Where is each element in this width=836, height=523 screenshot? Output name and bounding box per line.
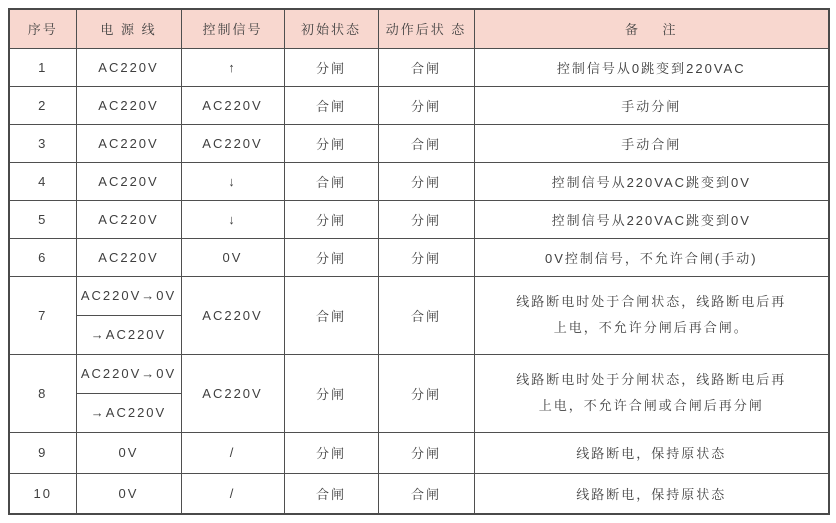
cell-signal: AC220V [181,86,284,124]
cell-after: 合闸 [378,276,474,354]
cell-remark: 控制信号从220VAC跳变到0V [474,200,829,238]
cell-after: 分闸 [378,432,474,473]
remark-line-1: 线路断电时处于合闸状态，线路断电后再 [516,294,787,309]
cell-after: 分闸 [378,162,474,200]
cell-initial: 分闸 [284,238,378,276]
cell-remark: 0V控制信号，不允许合闸(手动) [474,238,829,276]
cell-remark: 手动分闸 [474,86,829,124]
cell-power: AC220V [76,162,181,200]
table-row [9,124,829,162]
cell-remark: 控制信号从220VAC跳变到0V [474,162,829,200]
cell-initial: 分闸 [284,48,378,86]
table-row [9,200,829,238]
cell-signal-slash: / [181,473,284,514]
cell-power-transition: →AC220V [76,393,181,432]
table-row [9,238,829,276]
cell-signal-down-arrow: ↓ [181,200,284,238]
cell-signal: 0V [181,238,284,276]
cell-serial: 5 [9,200,76,238]
col-header-power: 电 源 线 [76,9,181,48]
cell-power-transition: AC220V→0V [76,276,181,315]
cell-initial: 分闸 [284,124,378,162]
cell-signal: AC220V [181,276,284,354]
remark-line-2: 上电，不允许分闸后再合闸。 [553,320,749,335]
switch-action-spec-table [8,8,830,515]
table-row [9,162,829,200]
cell-initial: 合闸 [284,276,378,354]
cell-remark: 线路断电，保持原状态 [474,432,829,473]
cell-initial: 合闸 [284,86,378,124]
remark-line-1: 线路断电时处于分闸状态，线路断电后再 [516,372,787,387]
remark-line-2: 上电，不允许合闸或合闸后再分闸 [538,398,764,413]
table-row [9,473,829,514]
cell-power: AC220V [76,48,181,86]
cell-serial: 7 [9,276,76,354]
table-row [9,432,829,473]
cell-remark [474,276,829,354]
table-row [9,86,829,124]
cell-signal-down-arrow: ↓ [181,162,284,200]
cell-after: 分闸 [378,238,474,276]
cell-power: AC220V [76,124,181,162]
cell-signal: AC220V [181,354,284,432]
cell-power: AC220V [76,238,181,276]
cell-after: 分闸 [378,354,474,432]
col-header-serial: 序号 [9,9,76,48]
table-row [9,354,829,393]
cell-remark: 手动合闸 [474,124,829,162]
cell-remark: 控制信号从0跳变到220VAC [474,48,829,86]
col-header-signal: 控制信号 [181,9,284,48]
cell-after: 合闸 [378,473,474,514]
cell-serial: 4 [9,162,76,200]
col-header-after: 动作后状 态 [378,9,474,48]
cell-signal-up-arrow: ↑ [181,48,284,86]
table-row [9,48,829,86]
cell-power-transition: →AC220V [76,315,181,354]
header-row [9,9,829,48]
cell-serial: 2 [9,86,76,124]
col-header-initial: 初始状态 [284,9,378,48]
cell-after: 合闸 [378,48,474,86]
table-row [9,276,829,315]
cell-power: 0V [76,432,181,473]
cell-remark [474,354,829,432]
cell-power: AC220V [76,86,181,124]
cell-power: 0V [76,473,181,514]
cell-power: AC220V [76,200,181,238]
col-header-remark: 备 注 [474,9,829,48]
cell-after: 合闸 [378,124,474,162]
cell-serial: 6 [9,238,76,276]
cell-remark: 线路断电，保持原状态 [474,473,829,514]
cell-serial: 8 [9,354,76,432]
cell-signal: AC220V [181,124,284,162]
cell-serial: 10 [9,473,76,514]
cell-power-transition: AC220V→0V [76,354,181,393]
cell-serial: 9 [9,432,76,473]
cell-initial: 合闸 [284,473,378,514]
cell-serial: 1 [9,48,76,86]
cell-signal-slash: / [181,432,284,473]
cell-after: 分闸 [378,86,474,124]
cell-initial: 分闸 [284,200,378,238]
cell-initial: 分闸 [284,432,378,473]
cell-initial: 分闸 [284,354,378,432]
cell-initial: 合闸 [284,162,378,200]
cell-after: 分闸 [378,200,474,238]
cell-serial: 3 [9,124,76,162]
